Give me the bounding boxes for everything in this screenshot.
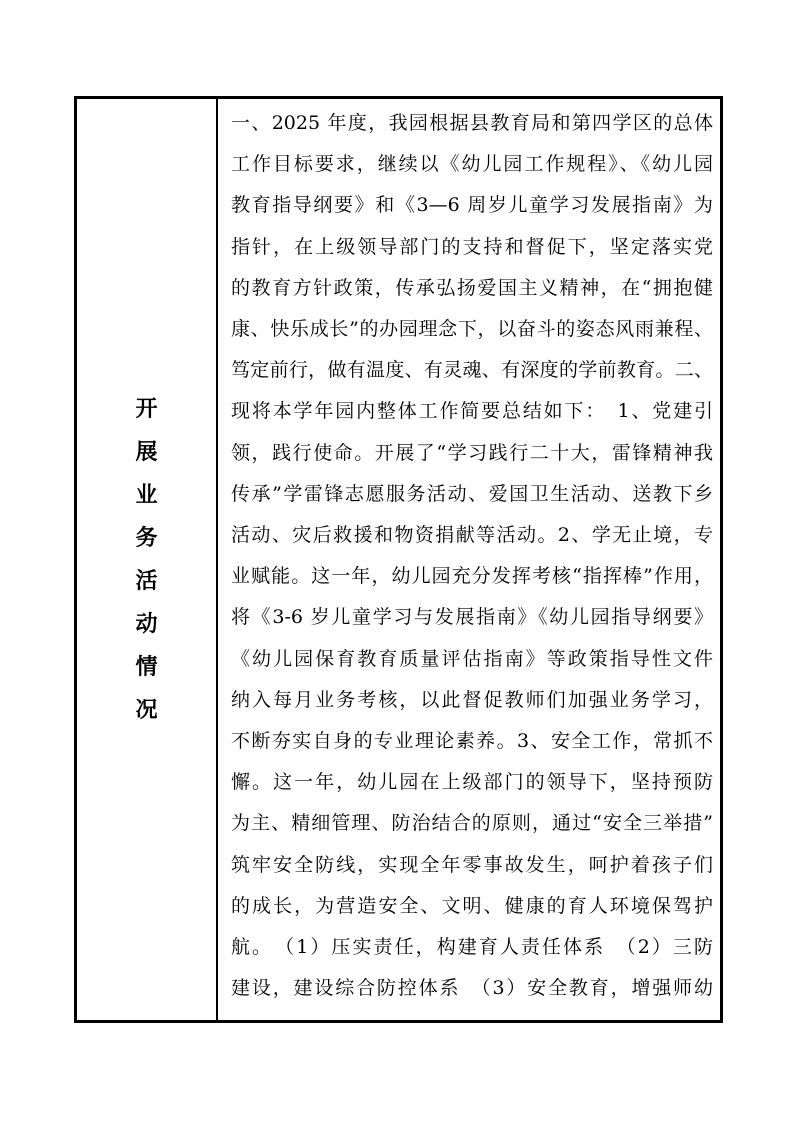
row-label-char: 情	[135, 653, 158, 680]
paragraph-line: 一、2025 年度，我园根据县教育局和第四学区的总体	[231, 112, 713, 134]
paragraph-line: 现将本学年园内整体工作简要总结如下： 1、党建引	[231, 400, 713, 423]
row-label-char: 开	[135, 395, 158, 422]
paragraph-line: 活动、灾后救援和物资捐献等活动。2、学无止境，专	[231, 524, 713, 547]
paragraph-line: 工作目标要求，继续以《幼儿园工作规程》、《幼儿园	[231, 153, 713, 176]
row-header-cell	[77, 99, 218, 1020]
paragraph-line: 传承”学雷锋志愿服务活动、爱国卫生活动、送教下乡	[231, 482, 713, 505]
row-label-char: 展	[135, 438, 158, 465]
paragraph-line: 建设，建设综合防控体系 （3）安全教育，增强师幼	[231, 977, 713, 1000]
paragraph-line: 康、快乐成长”的办园理念下，以奋斗的姿态风雨兼程、	[231, 318, 713, 341]
row-label-char: 况	[135, 696, 158, 723]
paragraph-line: 纳入每月业务考核，以此督促教师们加强业务学习，	[231, 688, 713, 711]
row-label-char: 务	[135, 524, 158, 551]
paragraph-line: 为主、精细管理、防治结合的原则，通过“安全三举措”	[231, 812, 713, 835]
row-label-char: 动	[135, 610, 158, 637]
paragraph-line: 指针，在上级领导部门的支持和督促下，坚定落实党	[231, 235, 713, 258]
paragraph-line: 将《3-6 岁儿童学习与发展指南》《幼儿园指导纲要》	[231, 606, 713, 629]
paragraph-line: 的成长，为营造安全、文明、健康的育人环境保驾护	[231, 894, 713, 917]
summary-table	[74, 96, 723, 1023]
paragraph-line: 教育指导纲要》和《3—6 周岁儿童学习发展指南》为	[231, 194, 713, 217]
paragraph-line: 业赋能。这一年，幼儿园充分发挥考核“指挥棒”作用，	[231, 565, 713, 588]
row-label-char: 活	[135, 567, 158, 594]
paragraph-line: 航。 （1）压实责任，构建育人责任体系 （2）三防	[231, 936, 713, 959]
paragraph-line: 筑牢安全防线，实现全年零事故发生，呵护着孩子们	[231, 853, 713, 876]
paragraph-line: 不断夯实自身的专业理论素养。3、安全工作，常抓不	[231, 730, 713, 753]
row-label-char: 业	[135, 481, 158, 508]
paragraph-line: 笃定前行，做有温度、有灵魂、有深度的学前教育。二、	[231, 359, 713, 382]
paragraph-line: 懈。这一年，幼儿园在上级部门的领导下，坚持预防	[231, 771, 713, 794]
paragraph-line: 的教育方针政策，传承弘扬爱国主义精神，在“拥抱健	[231, 276, 713, 299]
content-cell	[218, 99, 720, 1020]
paragraph-line: 《幼儿园保育教育质量评估指南》等政策指导性文件	[231, 647, 713, 670]
paragraph-line: 领，践行使命。开展了“学习践行二十大，雷锋精神我	[231, 441, 713, 464]
